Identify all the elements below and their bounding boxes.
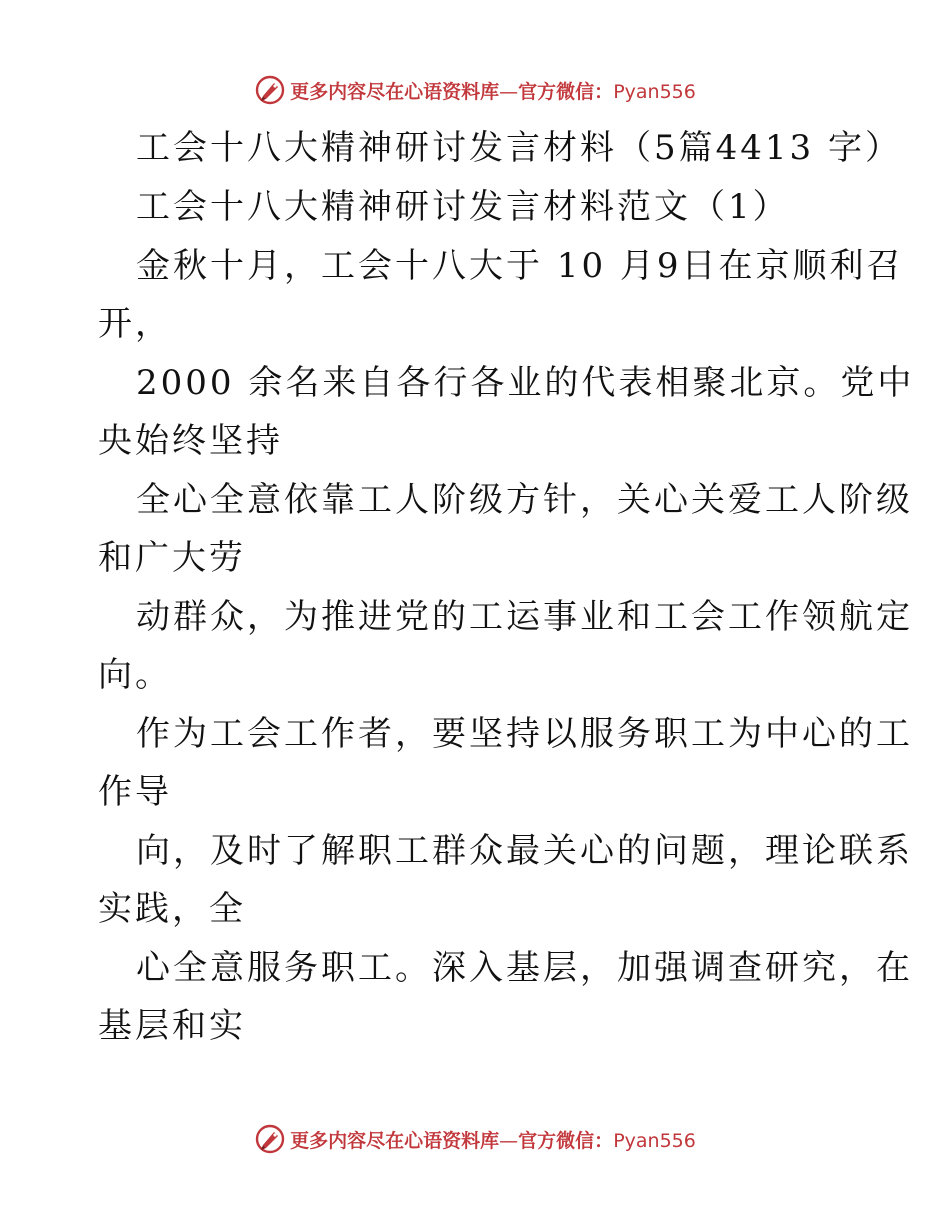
doc-line: 动群众，为推进党的工运事业和工会工作领航定 xyxy=(136,597,913,637)
doc-line: 全心全意依靠工人阶级方针，关心关爱工人阶级 xyxy=(136,480,913,520)
doc-line: 向，及时了解职工群众最关心的问题，理论联系 xyxy=(136,831,913,871)
doc-line: 心全意服务职工。深入基层，加强调查研究，在 xyxy=(136,948,913,988)
doc-line: 和广大劳 xyxy=(98,538,246,578)
watermark-dash: — xyxy=(499,1129,519,1152)
doc-subtitle: 工会十八大精神研讨发言材料范文（1） xyxy=(136,187,790,227)
pen-nib-logo-icon xyxy=(254,74,286,106)
doc-title: 工会十八大精神研讨发言材料（5篇4413 字） xyxy=(136,128,902,168)
watermark-site-text: 更多内容尽在心语资料库 xyxy=(290,80,500,103)
watermark-site-text: 更多内容尽在心语资料库 xyxy=(290,1129,500,1152)
doc-line: 基层和实 xyxy=(98,1006,246,1046)
doc-line: 开， xyxy=(98,304,172,344)
watermark-banner-bottom xyxy=(0,1122,950,1156)
doc-line: 2000 余名来自各行各业的代表相聚北京。党中 xyxy=(136,363,915,403)
doc-line: 作导 xyxy=(98,772,172,812)
watermark-account: Pyan556 xyxy=(613,1129,696,1152)
watermark-dash: — xyxy=(499,80,519,103)
doc-line: 央始终坚持 xyxy=(98,421,283,461)
doc-line: 作为工会工作者，要坚持以服务职工为中心的工 xyxy=(136,714,913,754)
watermark-label: 官方微信： xyxy=(518,80,614,103)
watermark-account: Pyan556 xyxy=(613,80,696,103)
pen-nib-logo-icon xyxy=(254,1123,286,1155)
doc-line: 向。 xyxy=(98,655,172,695)
watermark-banner-top xyxy=(0,73,950,107)
doc-line: 实践，全 xyxy=(98,889,246,929)
doc-line: 金秋十月，工会十八大于 10 月9日在京顺利召 xyxy=(136,246,904,286)
watermark-label: 官方微信： xyxy=(518,1129,614,1152)
